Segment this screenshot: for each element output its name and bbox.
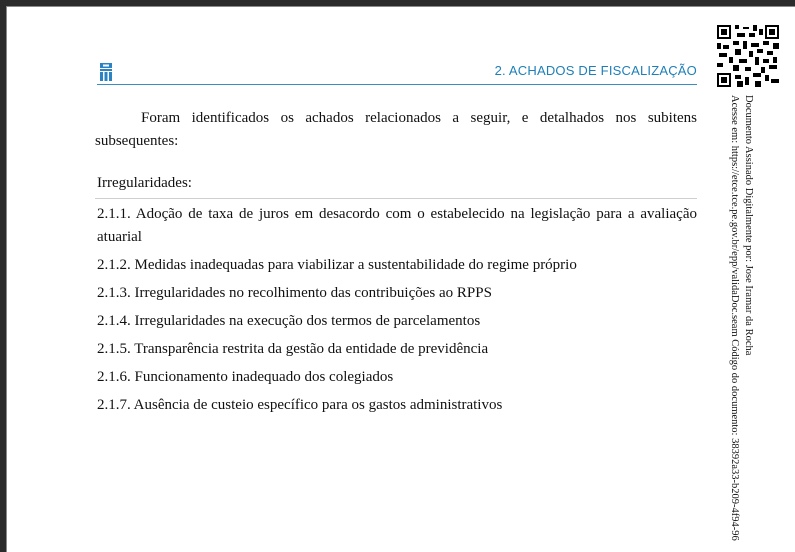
list-item: 2.1.5. Transparência restrita da gestão da entidade de previdência bbox=[97, 341, 489, 357]
tce-logo-icon bbox=[99, 63, 113, 81]
signature-line-2: Acesse em: https://etce.tce.pe.gov.br/epp/validaDoc.seam Código do documento: 38392a33-b209-4f94-96 bbox=[729, 95, 740, 541]
irregularities-divider bbox=[95, 198, 697, 199]
digital-signature-note bbox=[727, 95, 755, 541]
irregularities-heading: Irregularidades: bbox=[97, 175, 192, 191]
list-item: 2.1.4. Irregularidades na execução dos termos de parcelamentos bbox=[97, 313, 481, 329]
list-item: 2.1.3. Irregularidades no recolhimento das contribuições ao RPPS bbox=[97, 285, 492, 301]
document-page bbox=[6, 6, 795, 552]
list-item: 2.1.7. Ausência de custeio específico para os gastos administrativos bbox=[97, 397, 503, 413]
irregularities-list bbox=[97, 203, 697, 422]
list-item: 2.1.1. Adoção de taxa de juros em desacordo com o estabelecido na legislação para a avaliação atuarial bbox=[97, 206, 697, 245]
section-title: 2. ACHADOS DE FISCALIZAÇÃO bbox=[494, 63, 697, 78]
list-item: 2.1.6. Funcionamento inadequado dos colegiados bbox=[97, 369, 394, 385]
signature-line-1: Documento Assinado Digitalmente por: Jose Iramar da Rocha bbox=[743, 95, 754, 356]
header-divider bbox=[97, 84, 697, 85]
list-item: 2.1.2. Medidas inadequadas para viabilizar a sustentabilidade do regime próprio bbox=[97, 257, 577, 273]
intro-paragraph: Foram identificados os achados relacionados a seguir, e detalhados nos subitens subsequentes: bbox=[95, 110, 697, 149]
qr-code-icon bbox=[717, 25, 779, 87]
